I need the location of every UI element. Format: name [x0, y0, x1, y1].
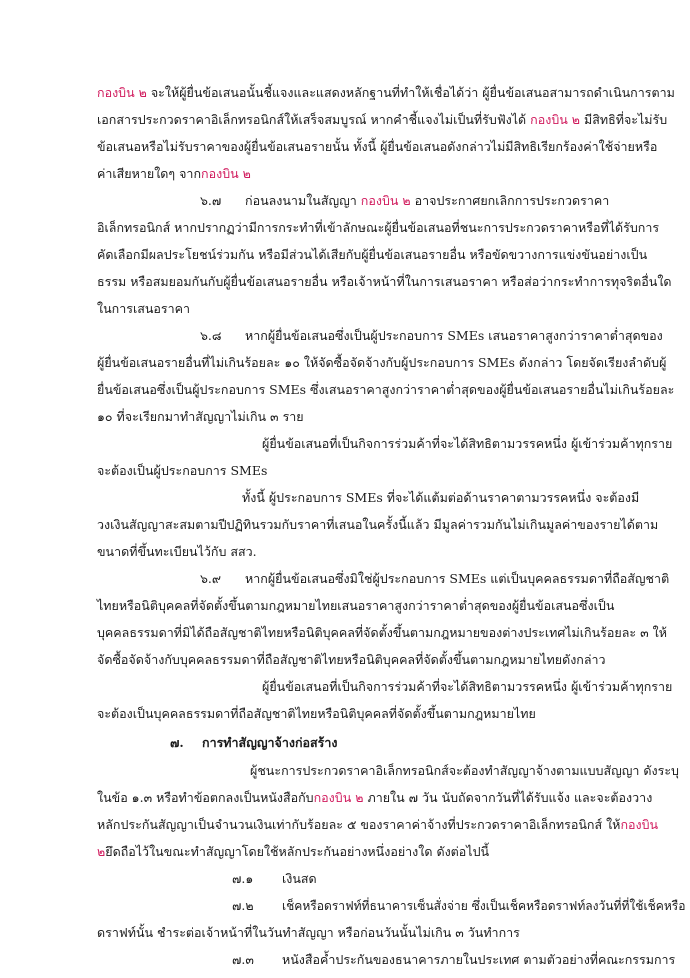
agency-name: กองบิน ๒: [97, 85, 147, 100]
paragraph-line: ผู้ยื่นข้อเสนอที่เป็นกิจการร่วมค้าที่จะได้สิทธิตามวรรคหนึ่ง ผู้เข้าร่วมค้าทุกราย: [262, 436, 673, 451]
paragraph-line: หากผู้ยื่นข้อเสนอซึ่งมิใช่ผู้ประกอบการ SMEs แต่เป็นบุคคลธรรมดาที่ถือสัญชาติ: [245, 571, 670, 586]
paragraph-line: ผู้ชนะการประกวดราคาอิเล็กทรอนิกส์จะต้องทำสัญญาจ้างตามแบบสัญญา ดังระบุ: [250, 763, 679, 778]
paragraph-line: ทั้งนี้ ผู้ประกอบการ SMEs ที่จะได้แต้มต่อด้านราคาตามวรรคหนึ่ง จะต้องมี: [242, 490, 640, 505]
section-number: ๗.: [170, 735, 184, 750]
agency-name: กองบิน ๒: [530, 112, 581, 127]
paragraph-line: คัดเลือกมีผลประโยชน์ร่วมกัน หรือมีส่วนได้เสียกับผู้ยื่นข้อเสนอรายอื่น หรือขัดขวางการแข่งขันอย่างเป็น: [97, 247, 648, 262]
item-text: หนังสือค้ำประกันของธนาคารภายในประเทศ ตามตัวอย่างที่คณะกรรมการ: [282, 952, 676, 967]
paragraph-line: กองบิน ๒ จะให้ผู้ยื่นข้อเสนอนั้นชี้แจงและแสดงหลักฐานที่ทำให้เชื่อได้ว่า ผู้ยื่นข้อเสนอสามารถดำเนินการตาม: [97, 85, 675, 100]
paragraph-line: ๑๐ ที่จะเรียกมาทำสัญญาไม่เกิน ๓ ราย: [97, 409, 304, 424]
agency-name: กองบิน ๒: [313, 790, 364, 805]
section-heading: การทำสัญญาจ้างก่อสร้าง: [202, 735, 338, 750]
item-number: ๗.๑: [232, 871, 254, 886]
paragraph-line: ผู้ยื่นข้อเสนอที่เป็นกิจการร่วมค้าที่จะได้สิทธิตามวรรคหนึ่ง ผู้เข้าร่วมค้าทุกราย: [262, 679, 673, 694]
paragraph-line: ค่าเสียหายใดๆ จากกองบิน ๒: [97, 166, 251, 181]
paragraph-line: ในการเสนอราคา: [97, 301, 191, 316]
item-text: เช็คหรือดราฟท์ที่ธนาคารเซ็นสั่งจ่าย ซึ่งเป็นเช็คหรือดราฟท์ลงวันที่ที่ใช้เช็คหรือ: [282, 898, 686, 913]
paragraph-line: ในข้อ ๑.๓ หรือทำข้อตกลงเป็นหนังสือกับกองบิน ๒ ภายใน ๗ วัน นับถัดจากวันที่ได้รับแจ้ง และจะต้องวาง: [97, 790, 653, 805]
paragraph-line: ธรรม หรือสมยอมกันกับผู้ยื่นข้อเสนอรายอื่น หรือเจ้าหน้าที่ในการเสนอราคา หรือส่อว่ากระทำการทุจริตอื่นใด: [97, 274, 672, 289]
paragraph-line: ข้อเสนอหรือไม่รับราคาของผู้ยื่นข้อเสนอรายนั้น ทั้งนี้ ผู้ยื่นข้อเสนอดังกล่าวไม่มีสิทธิเรียกร้องค่าใช้จ่ายหรือ: [97, 139, 658, 154]
paragraph-line: ๒ยึดถือไว้ในขณะทำสัญญาโดยใช้หลักประกันอย่างหนึ่งอย่างใด ดังต่อไปนี้: [97, 844, 490, 859]
paragraph-line: จะต้องเป็นผู้ประกอบการ SMEs: [97, 463, 268, 478]
paragraph-line: วงเงินสัญญาสะสมตามปีปฏิทินรวมกับราคาที่เสนอในครั้งนี้แล้ว มีมูลค่ารวมกันไม่เกินมูลค่าของรายได้ตาม: [97, 517, 659, 532]
paragraph-line: จะต้องเป็นบุคคลธรรมดาที่ถือสัญชาติไทยหรือนิติบุคคลที่จัดตั้งขึ้นตามกฎหมายไทย: [97, 706, 536, 721]
agency-name: ๒: [97, 844, 106, 859]
item-text: เงินสด: [282, 871, 317, 886]
paragraph-line: จัดซื้อจัดจ้างกับบุคคลธรรมดาที่ถือสัญชาติไทยหรือนิติบุคคลที่จัดตั้งขึ้นตามกฎหมายไทยดังกล่าว: [97, 652, 606, 667]
agency-name: กองบิน ๒: [201, 166, 251, 181]
paragraph-line: เอกสารประกวดราคาอิเล็กทรอนิกส์ให้เสร็จสมบูรณ์ หากคำชี้แจงไม่เป็นที่รับฟังได้ กองบิน ๒ มีสิทธิที่จะไม่รับ: [97, 112, 668, 127]
paragraph-line: บุคคลธรรมดาที่มิได้ถือสัญชาติไทยหรือนิติบุคคลที่จัดตั้งขึ้นตามกฎหมายของต่างประเทศไม่เกินร้อยละ ๓ ให้: [97, 625, 667, 640]
paragraph-line: ผู้ยื่นข้อเสนอรายอื่นที่ไม่เกินร้อยละ ๑๐ ให้จัดซื้อจัดจ้างกับผู้ประกอบการ SMEs ดังกล่าว โดยจัดเรียงลำดับผู้: [97, 355, 667, 370]
paragraph-line: ยื่นข้อเสนอซึ่งเป็นผู้ประกอบการ SMEs ซึ่งเสนอราคาสูงกว่าราคาต่ำสุดของผู้ยื่นข้อเสนอรายอื่นไม่เกินร้อยละ: [97, 382, 675, 397]
agency-name: กองบิน ๒: [360, 193, 411, 208]
agency-name: กองบิน: [620, 817, 659, 832]
item-text: ดราฟท์นั้น ชำระต่อเจ้าหน้าที่ในวันทำสัญญา หรือก่อนวันนั้นไม่เกิน ๓ วันทำการ: [97, 925, 520, 940]
paragraph-line: หากผู้ยื่นข้อเสนอซึ่งเป็นผู้ประกอบการ SMEs เสนอราคาสูงกว่าราคาต่ำสุดของ: [245, 328, 663, 343]
item-number: ๗.๒: [232, 898, 254, 913]
paragraph-line: หลักประกันสัญญาเป็นจำนวนเงินเท่ากับร้อยละ ๕ ของราคาค่าจ้างที่ประกวดราคาอิเล็กทรอนิกส์ ให้กองบิน: [97, 817, 659, 832]
paragraph-line: ขนาดที่ขึ้นทะเบียนไว้กับ สสว.: [97, 544, 257, 559]
paragraph-line: อิเล็กทรอนิกส์ หากปรากฏว่ามีการกระทำที่เข้าลักษณะผู้ยื่นข้อเสนอที่ชนะการประกวดราคาหรือที่ได้รับการ: [97, 220, 660, 235]
item-number: ๗.๓: [232, 952, 254, 967]
clause-number: ๖.๗: [200, 193, 222, 208]
clause-number: ๖.๘: [200, 328, 222, 343]
paragraph-line: ไทยหรือนิติบุคคลที่จัดตั้งขึ้นตามกฎหมายไทยเสนอราคาสูงกว่าราคาต่ำสุดของผู้ยื่นข้อเสนอซึ่งเป็น: [97, 598, 615, 613]
clause-number: ๖.๙: [200, 571, 222, 586]
paragraph-line: ก่อนลงนามในสัญญา กองบิน ๒ อาจประกาศยกเลิกการประกวดราคา: [245, 193, 610, 208]
